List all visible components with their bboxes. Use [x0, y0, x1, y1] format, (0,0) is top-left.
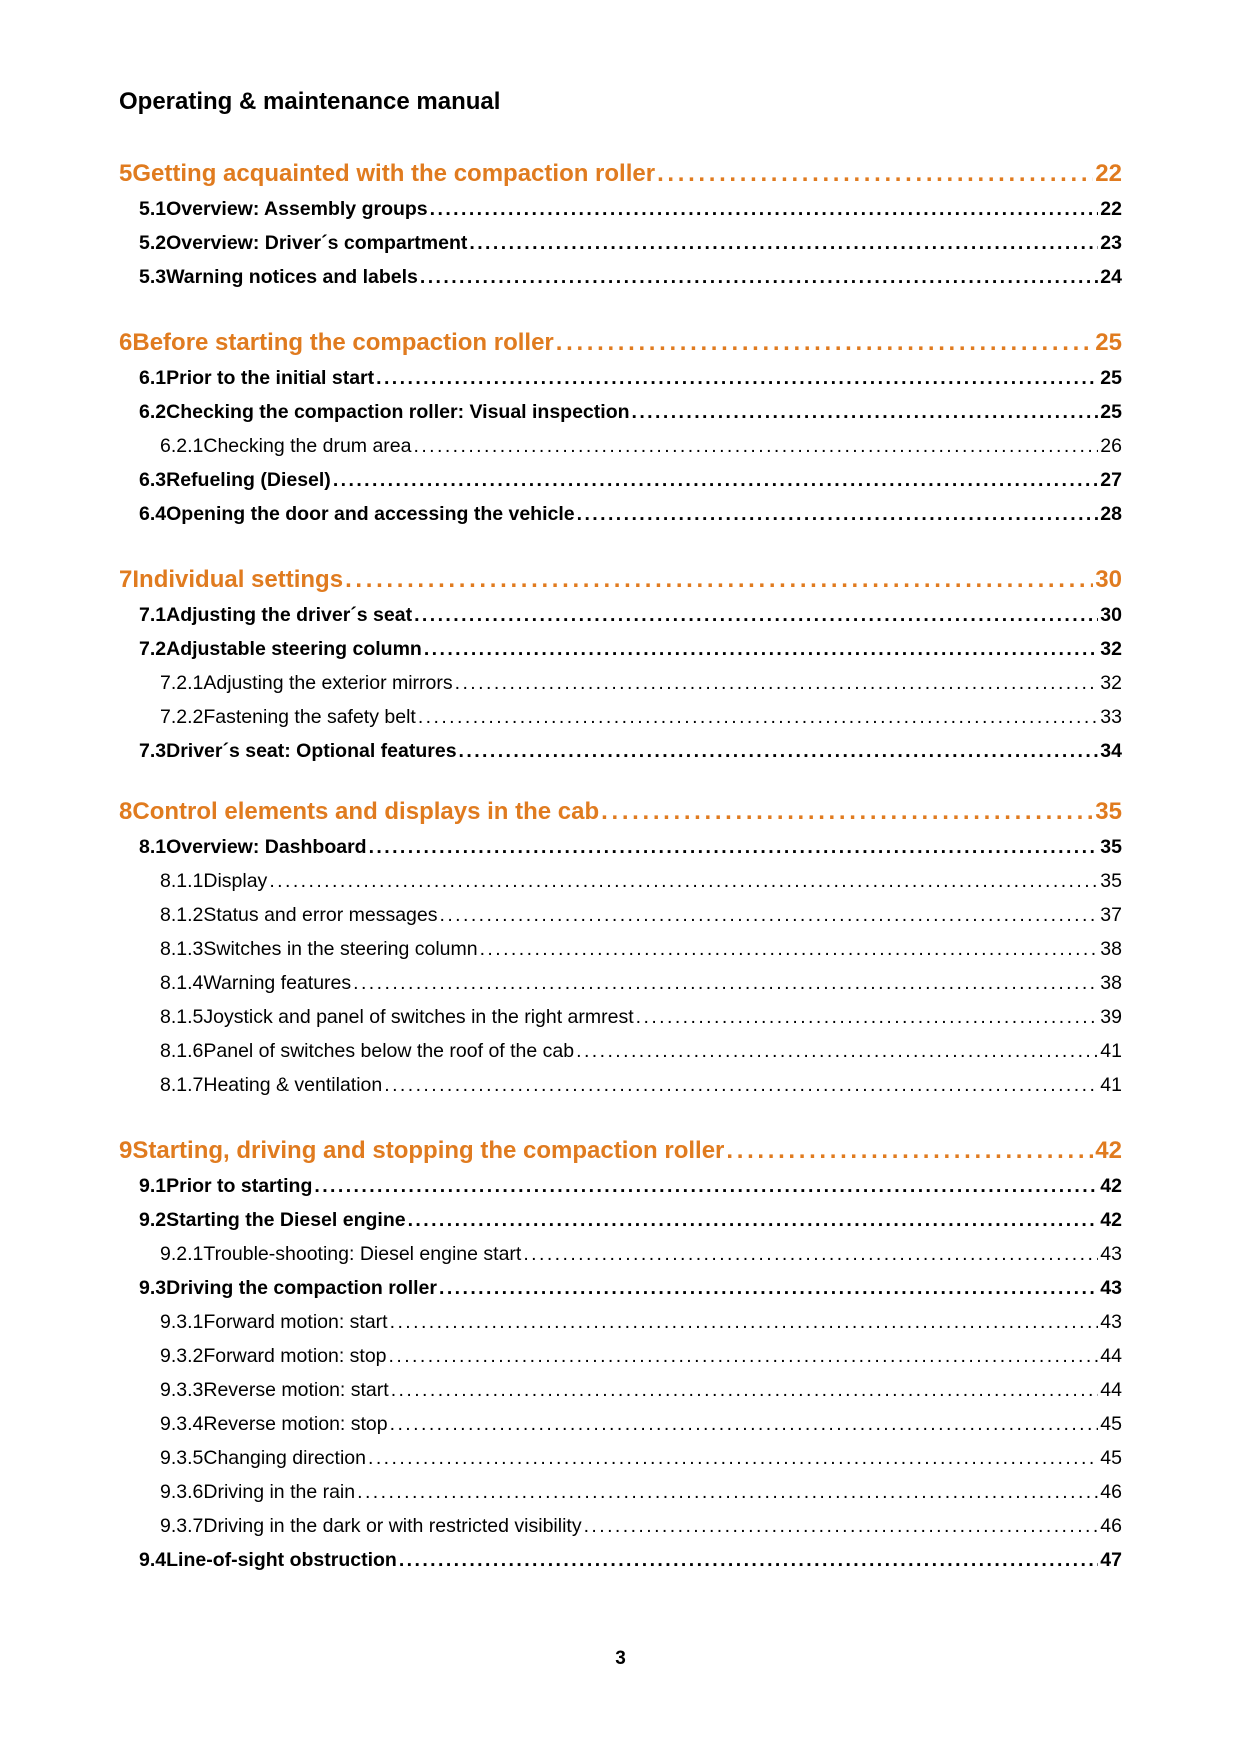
toc-dot-leader — [345, 566, 1093, 594]
toc-entry-title: Changing direction — [203, 1447, 366, 1469]
toc-dot-leader — [384, 1074, 1098, 1097]
toc-entry-number: 9.3.5 — [160, 1447, 204, 1469]
toc-entry-9-3-6[interactable] — [119, 1481, 1122, 1504]
toc-entry-title: Adjusting the driver´s seat — [166, 604, 413, 626]
toc-dot-leader — [333, 469, 1098, 492]
toc-entry-page: 45 — [1100, 1413, 1122, 1435]
toc-entry-page: 23 — [1100, 232, 1122, 254]
toc-entry-8-1-7[interactable] — [119, 1074, 1122, 1097]
toc-entry-6-3[interactable] — [119, 469, 1122, 492]
toc-entry-page: 47 — [1100, 1549, 1122, 1571]
toc-entry-page: 44 — [1100, 1345, 1122, 1367]
toc-entry-title: Driving the compaction roller — [166, 1277, 437, 1299]
toc-entry-title: Display — [203, 870, 268, 892]
toc-entry-title: Prior to starting — [166, 1175, 313, 1197]
toc-entry-number: 6.2 — [139, 401, 167, 423]
toc-entry-page: 32 — [1100, 638, 1122, 660]
toc-entry-8-1-3[interactable] — [119, 938, 1122, 961]
toc-dot-leader — [390, 1311, 1099, 1334]
toc-entry-page: 41 — [1100, 1040, 1122, 1062]
toc-entry-9[interactable] — [119, 1137, 1122, 1165]
toc-entry-page: 39 — [1100, 1006, 1122, 1028]
toc-entry-page: 32 — [1100, 672, 1122, 694]
toc-entry-page: 35 — [1100, 870, 1122, 892]
toc-dot-leader — [556, 329, 1094, 357]
toc-entry-page: 22 — [1100, 198, 1122, 220]
toc-entry-number: 8.1.4 — [160, 972, 204, 994]
toc-entry-number: 5.3 — [139, 266, 167, 288]
toc-dot-leader — [424, 638, 1098, 661]
toc-dot-leader — [269, 870, 1098, 893]
toc-entry-8-1-2[interactable] — [119, 904, 1122, 927]
toc-dot-leader — [399, 1549, 1098, 1572]
toc-entry-title: Reverse motion: stop — [203, 1413, 388, 1435]
toc-entry-page: 42 — [1095, 1137, 1122, 1164]
toc-entry-7-3[interactable] — [119, 740, 1122, 763]
toc-dot-leader — [577, 503, 1099, 526]
toc-entry-title: Driver´s seat: Optional features — [166, 740, 457, 762]
toc-dot-leader — [657, 160, 1093, 188]
toc-entry-number: 7.2 — [139, 638, 167, 660]
toc-entry-title: Overview: Assembly groups — [166, 198, 428, 220]
toc-entry-7-2-2[interactable] — [119, 706, 1122, 729]
toc-entry-8-1-1[interactable] — [119, 870, 1122, 893]
toc-entry-7-2-1[interactable] — [119, 672, 1122, 695]
toc-entry-number: 9.3.6 — [160, 1481, 204, 1503]
toc-entry-number: 9.3.1 — [160, 1311, 204, 1333]
toc-entry-number: 9.3 — [139, 1277, 167, 1299]
toc-dot-leader — [439, 1277, 1098, 1300]
toc-entry-title: Panel of switches below the roof of the cab — [203, 1040, 575, 1062]
toc-entry-title: Warning notices and labels — [166, 266, 418, 288]
toc-entry-title: Individual settings — [132, 566, 344, 593]
toc-entry-8[interactable] — [119, 798, 1122, 826]
toc-entry-number: 6.3 — [139, 469, 167, 491]
toc-entry-page: 43 — [1100, 1243, 1122, 1265]
toc-entry-9-3[interactable] — [119, 1277, 1122, 1300]
toc-entry-number: 8.1 — [139, 836, 167, 858]
toc-dot-leader — [632, 401, 1099, 424]
toc-entry-number: 9 — [119, 1137, 133, 1164]
toc-dot-leader — [430, 198, 1099, 221]
toc-entry-9-1[interactable] — [119, 1175, 1122, 1198]
toc-entry-number: 5.2 — [139, 232, 167, 254]
toc-entry-title: Overview: Driver´s compartment — [166, 232, 468, 254]
toc-entry-page: 27 — [1100, 469, 1122, 491]
toc-entry-page: 25 — [1095, 329, 1122, 356]
toc-entry-page: 46 — [1100, 1481, 1122, 1503]
toc-entry-page: 30 — [1100, 604, 1122, 626]
toc-entry-page: 46 — [1100, 1515, 1122, 1537]
toc-entry-title: Forward motion: start — [203, 1311, 388, 1333]
toc-entry-number: 9.2 — [139, 1209, 167, 1231]
toc-entry-6[interactable] — [119, 329, 1122, 357]
toc-entry-8-1-4[interactable] — [119, 972, 1122, 995]
toc-entry-9-4[interactable] — [119, 1549, 1122, 1572]
toc-entry-7[interactable] — [119, 566, 1122, 594]
toc-entry-title: Before starting the compaction roller — [132, 329, 554, 356]
toc-entry-title: Control elements and displays in the cab — [132, 798, 600, 825]
toc-entry-5-3[interactable] — [119, 266, 1122, 289]
toc-entry-number: 9.3.4 — [160, 1413, 204, 1435]
toc-entry-9-3-5[interactable] — [119, 1447, 1122, 1470]
page-number: 3 — [615, 1648, 626, 1669]
toc-entry-title: Driving in the rain — [203, 1481, 356, 1503]
toc-entry-number: 9.2.1 — [160, 1243, 204, 1265]
toc-entry-title: Trouble-shooting: Diesel engine start — [203, 1243, 522, 1265]
toc-dot-leader — [523, 1243, 1098, 1266]
toc-entry-number: 6.1 — [139, 367, 167, 389]
toc-entry-page: 34 — [1100, 740, 1122, 762]
toc-dot-leader — [368, 1447, 1098, 1470]
toc-entry-title: Checking the compaction roller: Visual inspection — [166, 401, 630, 423]
toc-entry-9-3-1[interactable] — [119, 1311, 1122, 1334]
toc-entry-number: 7.1 — [139, 604, 167, 626]
toc-entry-6-1[interactable] — [119, 367, 1122, 390]
toc-entry-9-3-7[interactable] — [119, 1515, 1122, 1538]
toc-entry-title: Forward motion: stop — [203, 1345, 387, 1367]
toc-entry-page: 38 — [1100, 972, 1122, 994]
toc-entry-9-3-2[interactable] — [119, 1345, 1122, 1368]
toc-entry-number: 6 — [119, 329, 133, 356]
toc-entry-9-3-3[interactable] — [119, 1379, 1122, 1402]
toc-dot-leader — [480, 938, 1099, 961]
toc-entry-5[interactable] — [119, 160, 1122, 188]
toc-entry-page: 38 — [1100, 938, 1122, 960]
toc-entry-page: 35 — [1095, 798, 1122, 825]
toc-entry-number: 7.2.1 — [160, 672, 204, 694]
toc-entry-number: 8.1.3 — [160, 938, 204, 960]
toc-entry-6-4[interactable] — [119, 503, 1122, 526]
document-title: Operating & maintenance manual — [119, 88, 501, 115]
toc-entry-page: 28 — [1100, 503, 1122, 525]
toc-entry-number: 5 — [119, 160, 133, 187]
toc-entry-number: 8.1.7 — [160, 1074, 204, 1096]
toc-entry-page: 45 — [1100, 1447, 1122, 1469]
toc-entry-8-1-6[interactable] — [119, 1040, 1122, 1063]
toc-entry-9-2-1[interactable] — [119, 1243, 1122, 1266]
toc-dot-leader — [391, 1379, 1099, 1402]
toc-entry-page: 26 — [1100, 435, 1122, 457]
toc-dot-leader — [636, 1006, 1099, 1029]
toc-dot-leader — [418, 706, 1098, 729]
toc-dot-leader — [357, 1481, 1098, 1504]
toc-dot-leader — [601, 798, 1093, 826]
toc-dot-leader — [376, 367, 1098, 390]
toc-entry-number: 7.2.2 — [160, 706, 204, 728]
toc-entry-page: 42 — [1100, 1209, 1122, 1231]
toc-entry-5-1[interactable] — [119, 198, 1122, 221]
toc-entry-number: 6.2.1 — [160, 435, 204, 457]
toc-entry-title: Warning features — [203, 972, 352, 994]
toc-entry-page: 41 — [1100, 1074, 1122, 1096]
toc-entry-number: 9.3.2 — [160, 1345, 204, 1367]
toc-entry-page: 24 — [1100, 266, 1122, 288]
toc-entry-page: 42 — [1100, 1175, 1122, 1197]
toc-entry-title: Joystick and panel of switches in the right armrest — [203, 1006, 634, 1028]
toc-entry-6-2[interactable] — [119, 401, 1122, 424]
toc-entry-page: 22 — [1095, 160, 1122, 187]
toc-entry-number: 7 — [119, 566, 133, 593]
toc-entry-7-2[interactable] — [119, 638, 1122, 661]
toc-entry-number: 8.1.2 — [160, 904, 204, 926]
toc-entry-number: 5.1 — [139, 198, 167, 220]
toc-entry-8-1[interactable] — [119, 836, 1122, 859]
toc-entry-title: Refueling (Diesel) — [166, 469, 331, 491]
toc-entry-number: 9.3.7 — [160, 1515, 204, 1537]
toc-entry-number: 8.1.5 — [160, 1006, 204, 1028]
toc-entry-title: Fastening the safety belt — [203, 706, 416, 728]
toc-dot-leader — [576, 1040, 1098, 1063]
toc-entry-page: 37 — [1100, 904, 1122, 926]
toc-dot-leader — [353, 972, 1098, 995]
toc-entry-title: Heating & ventilation — [203, 1074, 383, 1096]
toc-entry-page: 33 — [1100, 706, 1122, 728]
toc-dot-leader — [389, 1345, 1099, 1368]
toc-entry-title: Starting, driving and stopping the compaction roller — [132, 1137, 725, 1164]
toc-dot-leader — [726, 1137, 1093, 1165]
toc-entry-title: Prior to the initial start — [166, 367, 375, 389]
toc-dot-leader — [455, 672, 1099, 695]
toc-dot-leader — [469, 232, 1098, 255]
toc-dot-leader — [314, 1175, 1098, 1198]
toc-entry-title: Adjusting the exterior mirrors — [203, 672, 453, 694]
toc-entry-title: Starting the Diesel engine — [166, 1209, 406, 1231]
toc-entry-5-2[interactable] — [119, 232, 1122, 255]
toc-entry-title: Opening the door and accessing the vehicle — [166, 503, 575, 525]
toc-entry-page: 35 — [1100, 836, 1122, 858]
toc-dot-leader — [369, 836, 1099, 859]
toc-entry-6-2-1[interactable] — [119, 435, 1122, 458]
toc-dot-leader — [459, 740, 1099, 763]
toc-dot-leader — [408, 1209, 1099, 1232]
toc-entry-number: 8.1.1 — [160, 870, 204, 892]
toc-entry-title: Getting acquainted with the compaction roller — [132, 160, 656, 187]
toc-entry-title: Checking the drum area — [203, 435, 412, 457]
toc-entry-number: 6.4 — [139, 503, 167, 525]
toc-entry-title: Adjustable steering column — [166, 638, 422, 660]
toc-entry-page: 44 — [1100, 1379, 1122, 1401]
toc-entry-9-3-4[interactable] — [119, 1413, 1122, 1436]
toc-entry-title: Reverse motion: start — [203, 1379, 389, 1401]
toc-dot-leader — [440, 904, 1099, 927]
toc-entry-8-1-5[interactable] — [119, 1006, 1122, 1029]
toc-entry-title: Overview: Dashboard — [166, 836, 367, 858]
toc-entry-page: 30 — [1095, 566, 1122, 593]
toc-entry-page: 43 — [1100, 1277, 1122, 1299]
toc-dot-leader — [420, 266, 1098, 289]
toc-dot-leader — [390, 1413, 1099, 1436]
toc-dot-leader — [414, 435, 1099, 458]
toc-entry-page: 25 — [1100, 401, 1122, 423]
toc-entry-number: 7.3 — [139, 740, 167, 762]
toc-entry-number: 8 — [119, 798, 133, 825]
toc-entry-title: Line-of-sight obstruction — [166, 1549, 397, 1571]
toc-entry-number: 9.4 — [139, 1549, 167, 1571]
toc-dot-leader — [584, 1515, 1099, 1538]
toc-entry-title: Status and error messages — [203, 904, 438, 926]
toc-entry-title: Driving in the dark or with restricted visibility — [203, 1515, 582, 1537]
toc-entry-9-2[interactable] — [119, 1209, 1122, 1232]
toc-entry-page: 25 — [1100, 367, 1122, 389]
toc-entry-number: 9.1 — [139, 1175, 167, 1197]
toc-entry-page: 43 — [1100, 1311, 1122, 1333]
toc-entry-title: Switches in the steering column — [203, 938, 478, 960]
toc-entry-number: 9.3.3 — [160, 1379, 204, 1401]
toc-entry-number: 8.1.6 — [160, 1040, 204, 1062]
toc-dot-leader — [414, 604, 1098, 627]
toc-entry-7-1[interactable] — [119, 604, 1122, 627]
